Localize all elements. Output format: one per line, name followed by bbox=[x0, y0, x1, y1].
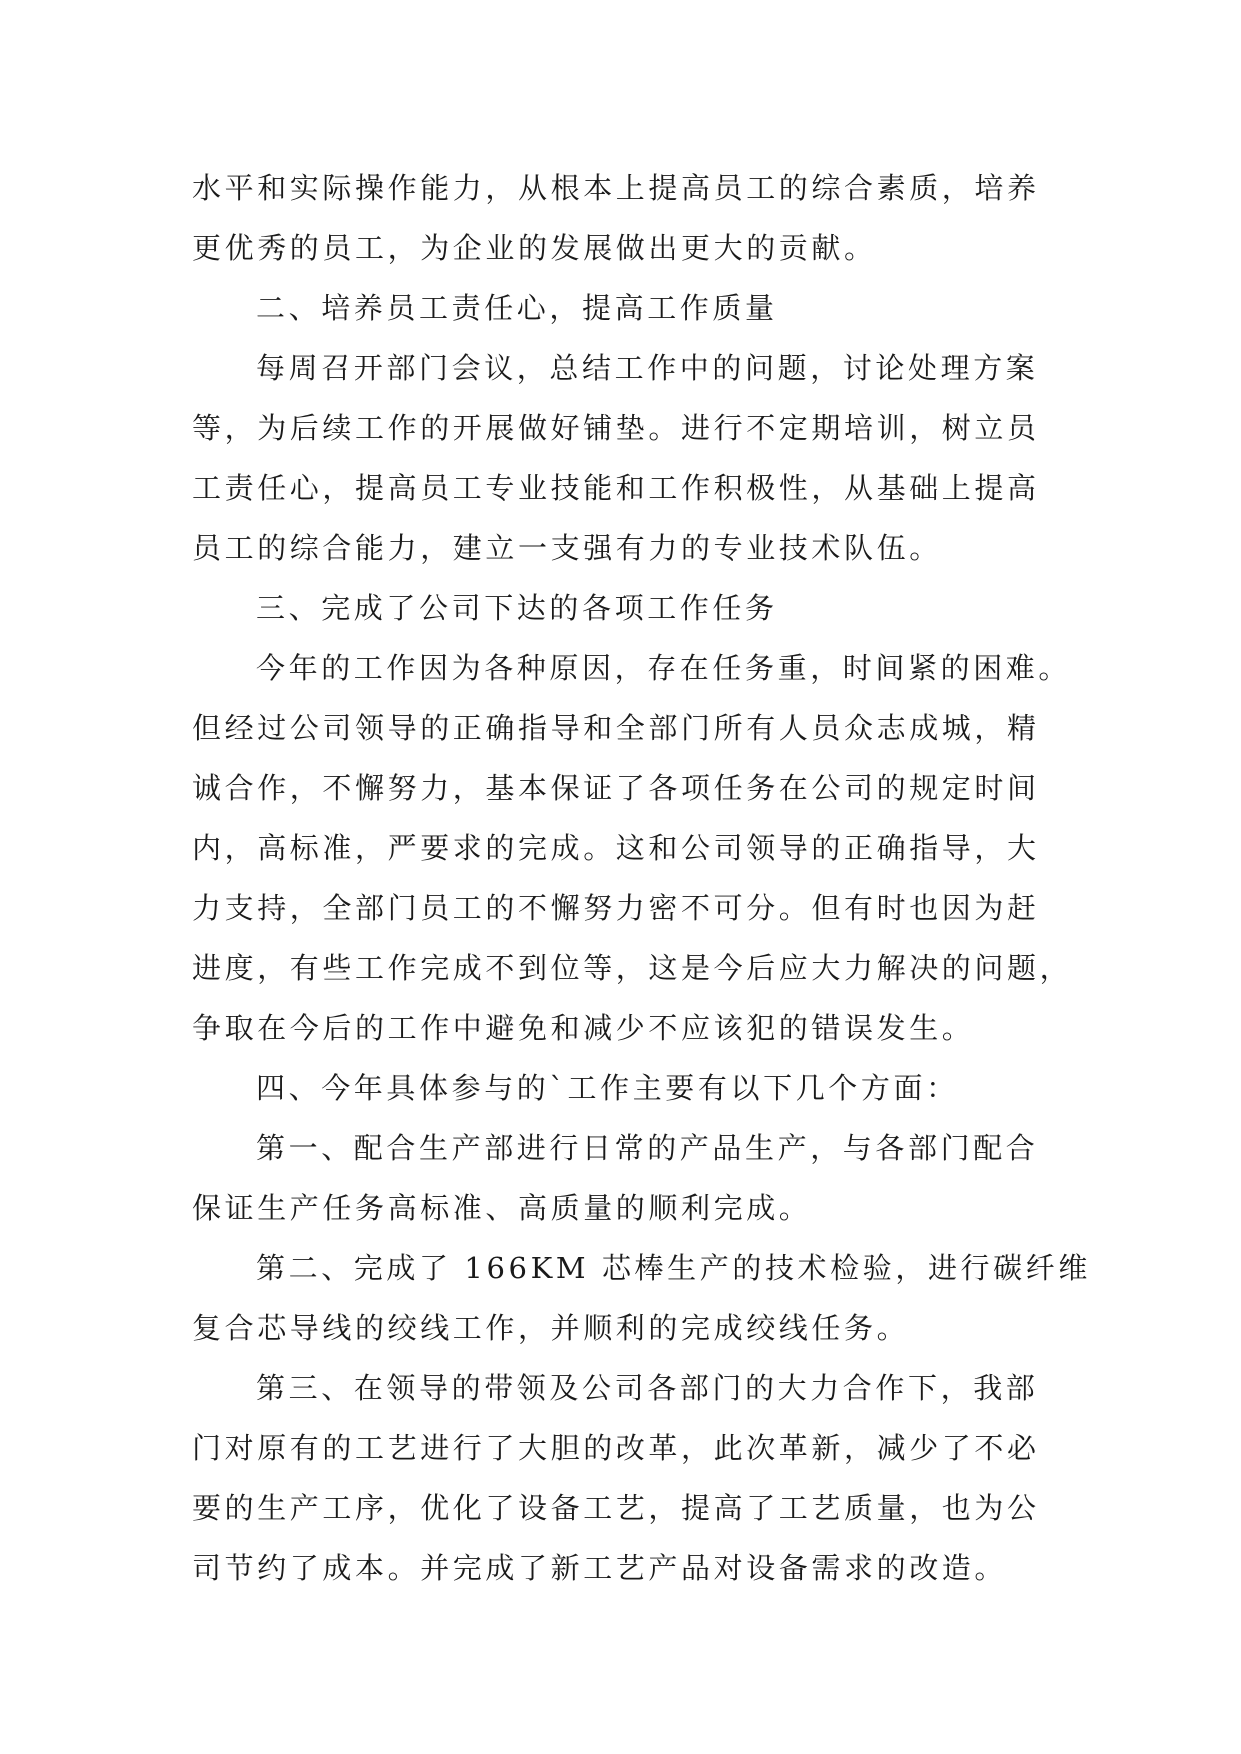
paragraph-line: 更优秀的员工，为企业的发展做出更大的贡献。 bbox=[192, 231, 877, 265]
paragraph-first-line: 今年的工作因为各种原因，存在任务重，时间紧的困难。 bbox=[256, 651, 1072, 685]
paragraph-line: 力支持，全部门员工的不懈努力密不可分。但有时也因为赶 bbox=[192, 891, 1040, 925]
paragraph-line: 争取在今后的工作中避免和减少不应该犯的错误发生。 bbox=[192, 1011, 975, 1045]
paragraph-line: 但经过公司领导的正确指导和全部门所有人员众志成城，精 bbox=[192, 711, 1040, 745]
paragraph-first-line: 第二、完成了 166KM 芯棒生产的技术检验，进行碳纤维 bbox=[256, 1251, 1091, 1285]
paragraph-line: 等，为后续工作的开展做好铺垫。进行不定期培训，树立员 bbox=[192, 411, 1040, 445]
paragraph-line: 工责任心，提高员工专业技能和工作积极性，从基础上提高 bbox=[192, 471, 1040, 505]
paragraph-first-line: 第一、配合生产部进行日常的产品生产，与各部门配合 bbox=[256, 1131, 1039, 1165]
paragraph-line: 水平和实际操作能力，从根本上提高员工的综合素质，培养 bbox=[192, 171, 1040, 205]
paragraph-line: 进度，有些工作完成不到位等，这是今后应大力解决的问题， bbox=[192, 951, 1073, 985]
document-body bbox=[192, 158, 1091, 1598]
paragraph-first-line: 四、今年具体参与的`工作主要有以下几个方面： bbox=[256, 1071, 959, 1105]
paragraph-line: 内，高标准，严要求的完成。这和公司领导的正确指导，大 bbox=[192, 831, 1040, 865]
paragraph-first-line: 二、培养员工责任心，提高工作质量 bbox=[256, 291, 778, 325]
paragraph-line: 门对原有的工艺进行了大胆的改革，此次革新，减少了不必 bbox=[192, 1431, 1040, 1465]
paragraph-line: 员工的综合能力，建立一支强有力的专业技术队伍。 bbox=[192, 531, 942, 565]
paragraph-line: 复合芯导线的绞线工作，并顺利的完成绞线任务。 bbox=[192, 1311, 910, 1345]
paragraph-first-line: 第三、在领导的带领及公司各部门的大力合作下，我部 bbox=[256, 1371, 1039, 1405]
paragraph-first-line: 每周召开部门会议，总结工作中的问题，讨论处理方案 bbox=[256, 351, 1039, 385]
paragraph-line: 司节约了成本。并完成了新工艺产品对设备需求的改造。 bbox=[192, 1551, 1008, 1585]
paragraph-line: 要的生产工序，优化了设备工艺，提高了工艺质量，也为公 bbox=[192, 1491, 1040, 1525]
paragraph-line: 保证生产任务高标准、高质量的顺利完成。 bbox=[192, 1191, 812, 1225]
paragraph-line: 诚合作，不懈努力，基本保证了各项任务在公司的规定时间 bbox=[192, 771, 1040, 805]
paragraph-first-line: 三、完成了公司下达的各项工作任务 bbox=[256, 591, 778, 625]
